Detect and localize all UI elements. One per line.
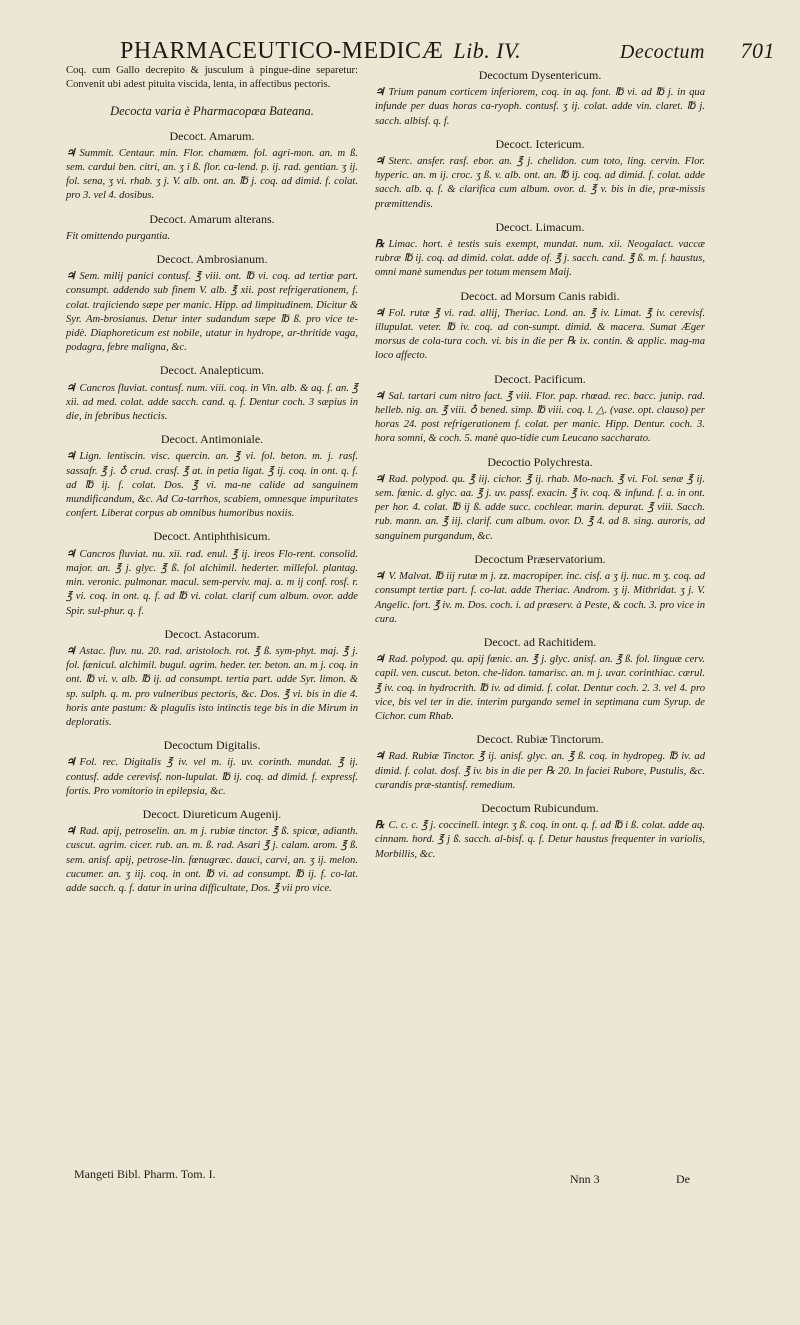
page-number: 701 bbox=[740, 38, 775, 63]
entry-text bbox=[66, 756, 358, 799]
entry-text-body: Rad. polypod. qu. apij fœnic. an. ℥ j. glyc. anisf. an. ℥ ß. fol. linguæ cerv. capil. ven. cuscut. beton. che-lidon. tamarisc. an. m j. uvar. corinthiac. cærul. ℥ iv. coq. in hydrocrith. ℔ iv. ad dimid. f. colat. Dentur coch. 2. 3. vel 4. pro vice, bis vel ter in die. interim purgando semel in septimana cum Syrup. de Cichor. cum Rhab. bbox=[375, 654, 705, 722]
header-section: Decoctum bbox=[619, 41, 705, 63]
recipe-symbol-icon: ♃ bbox=[66, 382, 76, 394]
recipe-symbol-icon: ♃ bbox=[66, 757, 76, 769]
entry-text bbox=[375, 307, 705, 364]
entry-text-body: Sterc. ansfer. rasf. ebor. an. ℥ j. chelidon. cum toto, ling. cervin. Flor. hyperic. an. m ij. croc. ʒ ß. v. alb. ont. an. ℔ ij. coq. ad dimid. f. colat. adde sacch. alb. q. f. & clarifica cum album. ovor. d. ℥ v. bis in die, præ-missis præmittendis. bbox=[375, 156, 705, 210]
entry-title: Decoct. Antimoniale. bbox=[160, 432, 264, 447]
entry-text-body: Fol. rec. Digitalis ℥ iv. vel m. ij. uv. corinth. mundat. ℥ ij. contusf. adde cerevisf. non-lupulat. ℔ ij. coq. ad dimid. f. expressf. fortis. Pro vomitorio in epilepsia, &c. bbox=[66, 757, 358, 797]
entry-text bbox=[66, 270, 358, 355]
entry-title: Decoct. Amarum. bbox=[169, 128, 255, 143]
entry-text-body: Trium panum corticem inferiorem, coq. in aq. font. ℔ vi. ad ℔ j. in qua infunde per duas horas ca-ryoph. contusf. ʒ ij. colat. adde vin. claret. ℔ j. sacch. albisf. q. f. bbox=[375, 87, 705, 127]
entry-title: Decoct. Ictericum. bbox=[495, 136, 585, 151]
recipe-symbol-icon: ℞ bbox=[375, 239, 385, 251]
recipe-symbol-icon: ℞ bbox=[375, 820, 385, 832]
entry-text bbox=[66, 382, 358, 425]
entry-title: Decoct. ad Morsum Canis rabidi. bbox=[460, 288, 620, 303]
entry-title: Decoct. Rubiæ Tinctorum. bbox=[476, 732, 604, 747]
entry-text-body: Rad. apij, petroselin. an. m j. rubiæ tinctor. ℥ ß. spicæ, adianth. cuscut. agrim. cicer. rub. an. m. ß. rad. Asari ℥ j. calam. arom. ℥ ß. sem. anisf. apij, petrose-lin. fœnugræc. dauci, carvi, an. ʒ ij. melon. cucumer. an. ʒ iij. coq. in ont. ℔ vi. ad consumpt. ℔ ij. f. co-lat. adde sacch. q. f. datur in urina difficultate, Dos. ℥ vii pro vice. bbox=[66, 826, 358, 894]
entry-text bbox=[375, 819, 705, 862]
recipe-symbol-icon: ♃ bbox=[66, 451, 76, 463]
entry-title: Decoct. Ambrosianum. bbox=[156, 252, 268, 267]
entry-title: Decoct. Amarum alterans. bbox=[149, 211, 275, 226]
entry-text-body: V. Malvat. ℔ iij rutæ m j. zz. macropiper. inc. cisf. a ʒ ij. nuc. m ʒ. coq. ad consumpt tertiæ part. f. co-lat. adde Theriac. Androm. ʒ ij. Mithridat. ʒ j. V. Angelic. fort. ℥ iv. m. Dos. coch. i. ad præserv. à Peste, & coch. 3. pro vice in cura. bbox=[375, 571, 705, 625]
entry-text-body: Summit. Centaur. min. Flor. chamæm. fol. agri-mon. an. m ß. sem. cardui ben. citri, an. ʒ i ß. flor. ca-lend. p. ij. rad. gentian. ʒ ij. fol. sena, ʒ vi. rhab. ʒ j. V. alb. ont. an. ℔ j. coq. ad dimid. f. colat. pro 3. vel 4. dosibus. bbox=[66, 147, 358, 202]
intro-paragraph: Coq. cum Gallo decrepito & jusculum à pingue-dine separetur: Convenit ubi adest pituita viscida, lenta, in affectibus pectoris. bbox=[66, 65, 358, 91]
entry-text bbox=[66, 450, 358, 521]
entry-text-body: Sem. milij panici contusf. ℥ viii. ont. ℔ vi. coq. ad tertiæ part. consumpt. addendo sub finem V. alb. ℥ xii. post refrigerationem, f. colat. trajiciendo sæpe per manic. Hipp. ad limpitudinem. Dicitur & Syr. Am-brosianus. Detur inter sudandum sæpe ℔ ß. pro vice te-pidè. Diaphoreticum est nobile, utatur in hydrope, ar-thritide vaga, podagra, febre maligna, &c. bbox=[66, 271, 358, 354]
recipe-symbol-icon: ♃ bbox=[375, 156, 385, 168]
entry-text bbox=[375, 86, 705, 129]
right-column bbox=[375, 64, 705, 866]
entry-text-body: Fol. rutæ ℥ vi. rad. allij, Theriac. Lond. an. ℥ iv. Limat. ℥ iv. cerevisf. illupulat. veter. ℔ iv. coq. ad con-sumpt. dimid. & macera. Sumat Æger morsus de cola-tura coch. vi. bis in die per ℞ ix. contin. & applic. mag-ma loco affecto. bbox=[375, 307, 705, 362]
recipe-symbol-icon: ♃ bbox=[66, 548, 76, 560]
recipe-symbol-icon: ♃ bbox=[66, 645, 76, 657]
entry-text: Fit omittendo purgantia. bbox=[66, 230, 171, 242]
recipe-symbol-icon: ♃ bbox=[66, 826, 76, 838]
entry-text-body: Rad. Rubiæ Tinctor. ℥ ij. anisf. glyc. an. ℥ ß. coq. in hydropeg. ℔ iv. ad dimid. f. colat. dosf. ℥ iv. bis in die per ℞ 20. In faciei Rubore, Pustulis, &c. curandis præ-stantisf. remedium. bbox=[375, 751, 705, 791]
entry-title: Decoct. Pacificum. bbox=[494, 371, 586, 386]
recipe-symbol-icon: ♃ bbox=[375, 87, 385, 99]
entry-title: Decoct. ad Rachitidem. bbox=[483, 634, 597, 649]
section-heading: Decocta varia è Pharmacopœa Bateana. bbox=[110, 104, 314, 119]
entry-text-body: Cancros fluviat. nu. xii. rad. enul. ℥ ij. ireos Flo-rent. consolid. major. an. ℥ j. glyc. ℥ ß. fol alchimil. hederter. millefol. plantag. min. veronic. pulmonar. macul. sem-perviv. maj. a. m ij conf. rosf. r. ℥ vi. coq. in ont. q. f. ad ℔ vi. colat. clarif cum album. ovor. adde Spir. sul-phur. q. f. bbox=[66, 548, 358, 617]
entry-title: Decoct. Analepticum. bbox=[159, 363, 265, 378]
entry-text bbox=[375, 653, 705, 724]
entry-title: Decoctio Polychresta. bbox=[487, 454, 593, 469]
entry-text bbox=[66, 147, 358, 204]
entry-text bbox=[375, 473, 705, 544]
running-header bbox=[120, 38, 775, 65]
entry-text bbox=[66, 825, 358, 896]
entry-text bbox=[375, 750, 705, 793]
recipe-symbol-icon: ♃ bbox=[375, 473, 385, 485]
recipe-symbol-icon: ♃ bbox=[66, 147, 76, 159]
entry-text-body: Sal. tartari cum nitro fact. ℥ viii. Flor. pap. rhœad. rec. bacc. junip. rad. helleb. nig. an. ℥ viii. ♁ bened. simp. ℔ viii. coq. l. △. (vase. opt. clauso) per horas 24. post refrigerationem f. colat. per manic. Hipp. Dentur. coch. 3. hora somni, & coch. 5. manè quo-tidie cum Leucano saccharato. bbox=[375, 390, 705, 445]
entry-text bbox=[66, 645, 358, 730]
recipe-symbol-icon: ♃ bbox=[375, 654, 385, 666]
entry-title: Decoct. Antiphthisicum. bbox=[153, 529, 271, 544]
entry-text-body: Rad. polypod. qu. ℥ iij. cichor. ℥ ij. rhab. Mo-nach. ℥ vi. Fol. senæ ℥ ij. sem. fœnic. d. glyc. aa. ℥ j. uv. passf. exacin. ℥ iv. coq. & infund. f. a. in ont. per hor. 4. colat. ℔ ij ß. adde succ. cochlear. marin. depurat. ℥ viii. Sacch. rub. mann. an. ℥ iij. clarif. cum album. ovor. D. ℥ 4. ad 8. sing. auroris, ad sanguinem purgandum, &c. bbox=[375, 473, 705, 542]
left-column bbox=[66, 64, 358, 900]
recipe-symbol-icon: ♃ bbox=[375, 390, 385, 402]
entry-title: Decoctum Digitalis. bbox=[163, 738, 261, 753]
entry-text bbox=[66, 548, 358, 619]
header-title: PHARMACEUTICO-MEDICÆ bbox=[120, 38, 444, 64]
entry-title: Decoctum Rubicundum. bbox=[481, 800, 599, 815]
entry-title: Decoct. Limacum. bbox=[495, 219, 585, 234]
entry-text-body: Cancros fluviat. contusf. num. viii. coq. in Vin. alb. & aq. f. an. ℥ xii. ad med. colat. adde sacch. cand. q. f. Dentur coch. 3 sæpius in die, in febribus hecticis. bbox=[66, 382, 358, 423]
header-book: Lib. IV. bbox=[453, 38, 522, 63]
entry-text-body: Limac. hort. è testis suis exempt, mundat. num. xii. Neogalact. vaccæ rubræ ℔ ij. coq. ad dimid. colat. adde of. ℥ j. sacch. cand. ℥ ß. m. f. haustus, omni manè sumendus per totum mensem Maij. bbox=[375, 239, 705, 279]
entry-text bbox=[375, 570, 705, 627]
entry-text-body: C. c. c. ℥ j. coccinell. integr. ʒ ß. coq. in ont. q. f. ad ℔ i ß. colat. adde aq. cinnam. hord. ℥ j ß. sacch. al-bisf. q. f. Detur haustus frequenter in variolis, Morbillis, &c. bbox=[375, 820, 705, 860]
signature-mark: Nnn 3 bbox=[570, 1172, 600, 1186]
entry-text bbox=[375, 390, 705, 447]
recipe-symbol-icon: ♃ bbox=[375, 751, 385, 763]
entry-title: Decoct. Diureticum Augenij. bbox=[142, 806, 282, 821]
entry-title: Decoctum Dysentericum. bbox=[478, 68, 602, 82]
entry-text-body: Lign. lentiscin. visc. quercin. an. ℥ vi. fol. beton. m. j. rasf. sassafr. ℥ j. ♁ crud. crasf. ℥ at. in petia ligat. ℥ ij. coq. in ont. q. f. ad ℔ ij. f. colat. Dos. ℥ vi. ma-ne calide ad sanguinem mundificandum, &c. Ad Ca-tarrhos, scabiem, omnesque impuritates confert. Liberat corpus ab omnibus humoribus noxiis. bbox=[66, 451, 358, 520]
recipe-symbol-icon: ♃ bbox=[66, 271, 76, 283]
footer-imprint: Mangeti Bibl. Pharm. Tom. I. bbox=[74, 1167, 216, 1181]
catchword: De bbox=[676, 1172, 690, 1186]
entry-title: Decoctum Præservatorium. bbox=[474, 551, 606, 566]
recipe-symbol-icon: ♃ bbox=[375, 571, 385, 583]
entry-text-body: Astac. fluv. nu. 20. rad. aristoloch. rot. ℥ ß. sym-phyt. maj. ℥ j. fol. fænicul. alchimil. bugul. agrim. heder. ter. beton. an. m j. coq. in ont. ℔ vi. v. alb. ℔ ij. ad consumpt. tertia part. adde Syr. limon. & sp. sulph. q. m. pro vulneribus pectoris, &c. Dos. ℥ vi. bis in die 4. horis ante pastum: & plagulis isto intinctis tege bis in die Mirum in deploratis. bbox=[66, 645, 358, 728]
recipe-symbol-icon: ♃ bbox=[375, 307, 385, 319]
entry-title: Decoct. Astacorum. bbox=[164, 626, 260, 641]
footer-right bbox=[570, 1172, 690, 1187]
entry-text bbox=[375, 238, 705, 281]
entry-text bbox=[375, 155, 705, 212]
